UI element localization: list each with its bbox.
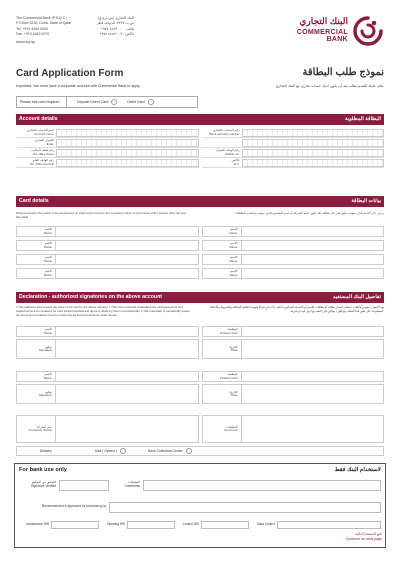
continue-en: Continue on next page <box>345 536 382 541</box>
card-name-input[interactable] <box>241 255 384 264</box>
card-name-input[interactable] <box>55 255 198 264</box>
data-control-input[interactable] <box>277 521 381 529</box>
mobile-field[interactable] <box>202 148 385 158</box>
field-caption <box>19 481 59 489</box>
signature-input[interactable] <box>55 385 198 403</box>
ext-input[interactable] <box>242 159 385 167</box>
card-type-selector <box>16 96 198 108</box>
caption-ar: رقم الحساب التجاري <box>212 128 240 133</box>
account-name-field[interactable] <box>16 128 199 138</box>
field-caption <box>17 373 55 380</box>
card-names-grid <box>16 226 384 279</box>
deposit-direct-option[interactable] <box>77 99 117 105</box>
tel-office-general-field[interactable] <box>16 158 199 168</box>
field-caption <box>17 228 55 235</box>
bank-use-title-en: For bank use only <box>19 467 67 473</box>
important-note-en: Important: You must have a corporate account with Commercial Bank to apply. <box>16 84 141 88</box>
ext-field[interactable] <box>202 158 385 168</box>
caption-ar: الاسم <box>44 255 52 260</box>
position-input[interactable] <box>241 372 384 381</box>
card-details-header <box>16 196 384 207</box>
debit-card-option[interactable] <box>127 99 153 105</box>
caption-en: Comment <box>224 428 238 432</box>
option-label: Debit Card <box>127 99 145 104</box>
card-name-field[interactable] <box>202 268 385 279</box>
caption-ar: الاسم <box>44 372 52 377</box>
caption-ar: الاسم <box>44 327 52 332</box>
debit-card-radio[interactable] <box>148 99 154 105</box>
caption-en: Name <box>43 258 52 263</box>
bank-use-only-box <box>14 463 386 548</box>
date-field[interactable] <box>202 384 385 404</box>
field-caption <box>203 391 241 398</box>
delivery-row <box>16 446 384 456</box>
form-title-ar: نموذج طلب البطاقة <box>302 67 384 78</box>
field-caption <box>202 159 242 165</box>
caption-ar: الاسم <box>44 227 52 232</box>
address-en <box>16 16 71 45</box>
acceptance-ws-label: Acceptance WS <box>26 522 49 527</box>
caption-en: Mobile no. <box>225 151 240 156</box>
logo-text-en <box>297 29 348 44</box>
recommended-input[interactable] <box>109 502 381 513</box>
field-caption <box>202 149 242 155</box>
signatory-name-field[interactable] <box>16 371 199 382</box>
caption-en: Emp. <box>46 141 54 146</box>
caption-ar: العنوان التجاري <box>34 138 54 143</box>
card-name-input[interactable] <box>241 241 384 250</box>
caption-ar: التحقق من التوقيع <box>32 480 56 485</box>
caption-en: Tel. office general <box>29 161 54 166</box>
signatory-1 <box>16 326 384 359</box>
control-ws-label: Control WS <box>182 522 199 527</box>
address-line: فاكس ٠٠٧٠ ٤٤٤٩ ٩٧٤+ <box>99 32 134 37</box>
page-header <box>16 14 384 56</box>
field-caption <box>17 391 55 398</box>
address-line: ص.ب ٣٢٣٢، الدوحة، قطر <box>96 21 134 26</box>
caption-en: Signature <box>38 393 52 397</box>
card-name-input[interactable] <box>55 227 198 236</box>
position-input[interactable] <box>241 327 384 336</box>
caption-ar: رقم الهاتف العام <box>32 158 54 163</box>
important-note-ar: هام: عليك التقدم بطلب بعد أن يكون لديك حساب تجاري مع البنك التجاري. <box>275 84 384 88</box>
declaration-text-en: I / We authorize and request the issue of the Card in the above name(s). I / We have read and understand the card agreement and related terms and conditions for card printed overleaf and agree to abide by them unconditionally. I / We undertake to periodically review the terms and conditions found on www.cbq.qa and amendments made thereto. <box>16 305 190 317</box>
caption-en: Name <box>43 375 52 380</box>
field-caption <box>16 159 56 165</box>
caption-en: Account name <box>34 131 54 136</box>
caption-ar: الوظيفة <box>227 372 238 377</box>
position-field[interactable] <box>202 326 385 337</box>
signature-input[interactable] <box>55 340 198 358</box>
address-ar <box>94 16 134 38</box>
account-fields <box>16 128 384 168</box>
caption-en: Name <box>229 258 238 263</box>
caption-ar: الاسم <box>230 241 238 246</box>
address-line: Tel: +974 4449 0000 <box>16 26 48 31</box>
caption-en: Signature Verified <box>30 484 56 488</box>
recommended-row <box>19 500 381 514</box>
caption-en: Name <box>43 330 52 335</box>
address-line: The Commercial Bank (P.S.Q.C.) <box>16 16 68 20</box>
caption-en: Name <box>43 244 52 249</box>
comment-field[interactable] <box>202 415 385 443</box>
data-control-label: Data Control <box>257 522 275 527</box>
tel-office-direct-field[interactable] <box>16 148 199 158</box>
caption-ar: الاسم <box>230 227 238 232</box>
signatory-2 <box>16 371 384 404</box>
caption-en: Comments <box>124 484 140 488</box>
date-field[interactable] <box>202 339 385 359</box>
caption-en: Name <box>43 272 52 277</box>
caption-ar: اسم الحساب التجاري <box>26 128 54 133</box>
continue-note <box>346 532 382 541</box>
card-name-input[interactable] <box>55 241 198 250</box>
section-title-ar: بيانات البطاقة <box>351 198 381 205</box>
logo-text-ar: البنك التجاري <box>299 16 348 26</box>
address-field[interactable] <box>16 138 199 148</box>
field-caption <box>16 139 56 145</box>
card-name-field[interactable] <box>202 254 385 265</box>
caption-ar: ختم الشركة <box>36 424 52 429</box>
card-name-input[interactable] <box>241 269 384 278</box>
signature-verified-input[interactable] <box>59 480 109 491</box>
company-stamp-field[interactable] <box>16 415 199 443</box>
field-caption <box>16 149 56 155</box>
card-name-field[interactable] <box>16 268 199 279</box>
field-caption <box>17 346 55 353</box>
delivery-label: Delivery <box>39 448 52 453</box>
field-caption <box>203 228 241 235</box>
card-name-input[interactable] <box>55 269 198 278</box>
card-note-en: Please mention the name to be embossed on each card. (can be the company name or the name of the person who will use the card) <box>16 211 186 220</box>
stamp-comment-row <box>16 415 384 443</box>
caption-ar: توقيع <box>45 344 52 349</box>
field-caption <box>203 426 241 433</box>
tel-office-general-input[interactable] <box>56 159 199 167</box>
option-label: Mail ( Opsect ) <box>95 448 118 453</box>
mail-radio[interactable] <box>120 448 126 454</box>
option-label: Deposit Direct Card <box>77 99 109 104</box>
caption-en: Name <box>229 230 238 235</box>
signature-field[interactable] <box>16 339 199 359</box>
caption-en: Tel. office direct <box>32 151 54 156</box>
card-name-field[interactable] <box>202 240 385 251</box>
signature-field[interactable] <box>16 384 199 404</box>
declaration-text-ar: بهذا أفوض / نفوض وأطلب / نطلب إصدار بطاقة أو بطاقات للأسم أو الأسماء المذكورة أعلاه. أنا / نحن قرأنا وفهمنا اتفاقية البطاقة والشروط والأحكام المطبوعة على ظهر هذا الطلب وأوافق / نوافق على التقيد بها دون قيد أو شرط. <box>209 305 384 313</box>
caption-en: Position held <box>219 330 238 335</box>
caption-en: Name <box>229 244 238 249</box>
caption-ar: التعليقات <box>225 424 238 429</box>
workstation-row <box>19 520 381 530</box>
acceptance-ws-input[interactable] <box>51 521 99 529</box>
address-input[interactable] <box>56 139 199 147</box>
tel-office-direct-input[interactable] <box>56 149 199 157</box>
bank-use-title-ar: لاستخدام البنك فقط <box>334 467 381 473</box>
card-note-ar: يرجى ذكر الاسم الذي سوف يطبع على كل بطاقة (قد يكون اسم الشركة أو اسم الشخص الذي سوف يستخدم البطاقة) <box>235 211 384 215</box>
address-input-2[interactable] <box>242 139 385 147</box>
signatory-name-input[interactable] <box>55 327 198 336</box>
caption-ar: التاريخ <box>229 389 238 394</box>
card-name-field[interactable] <box>202 226 385 237</box>
caption-en: Bank account number <box>209 131 240 136</box>
section-title-ar: البطاقة المطلوبة <box>344 116 381 123</box>
field-caption <box>17 256 55 263</box>
address-line: هاتف ٠٠٠٠ ٤٤٤٩ ٩٧٤+ <box>100 26 134 31</box>
caption-en: Company Stamp <box>28 428 52 432</box>
caption-ar: الاسم <box>44 241 52 246</box>
caption-ar: التعليقات <box>128 480 140 485</box>
field-caption <box>203 242 241 249</box>
comment-input[interactable] <box>241 416 384 442</box>
collection-option[interactable] <box>148 448 192 454</box>
logo-word: COMMERCIAL <box>296 29 348 36</box>
bank-account-number-field[interactable] <box>202 128 385 138</box>
address-line: P.O.Box 3232, Doha, State of Qatar <box>16 21 72 26</box>
field-caption <box>203 346 241 353</box>
field-caption <box>203 328 241 335</box>
address-line: Fax: +974 4449 0070 <box>16 32 50 37</box>
card-name-field[interactable] <box>16 240 199 251</box>
caption-en: Name <box>43 230 52 235</box>
bank-logo-mark-icon <box>352 15 384 47</box>
caption-ar: رقم هاتف المكتب <box>31 148 54 153</box>
date-input[interactable] <box>241 385 384 403</box>
signatory-name-input[interactable] <box>55 372 198 381</box>
section-title-en: Declaration - authorized signatories on the above account <box>19 294 162 301</box>
account-details-header <box>16 114 384 125</box>
card-note <box>16 211 384 219</box>
bank-account-number-input[interactable] <box>242 129 385 137</box>
card-name-field[interactable] <box>16 226 199 237</box>
company-stamp-area[interactable] <box>55 416 198 442</box>
mail-option[interactable] <box>95 448 126 454</box>
field-caption <box>17 270 55 277</box>
caption-en: Ext. <box>234 161 240 166</box>
commercial-bank-logo <box>274 14 384 54</box>
caption-ar: التاريخ <box>229 344 238 349</box>
signatory-name-field[interactable] <box>16 326 199 337</box>
caption-ar: الاسم <box>44 269 52 274</box>
caption-ar: الاسم <box>230 269 238 274</box>
option-label: Bank Collection Center <box>148 448 183 453</box>
bank-comments-input[interactable] <box>143 480 381 491</box>
opening-ws-label: Opening WS <box>106 522 125 527</box>
field-caption <box>203 373 241 380</box>
caption-ar: الاسم <box>230 255 238 260</box>
opening-ws-input[interactable] <box>127 521 175 529</box>
caption-ar: رقم الهاتف الجوال <box>216 148 240 153</box>
caption-en: Date <box>230 348 238 352</box>
collection-radio[interactable] <box>186 448 192 454</box>
caption-en: Signature <box>38 348 52 352</box>
deposit-direct-radio[interactable] <box>111 99 117 105</box>
logo-word: BANK <box>326 36 348 44</box>
account-name-input[interactable] <box>56 129 199 137</box>
card-name-input[interactable] <box>241 227 384 236</box>
recommended-label: Recommended & approved for processing by <box>42 504 106 509</box>
date-input[interactable] <box>241 340 384 358</box>
field-caption <box>109 481 143 489</box>
card-type-label: Please tick card required <box>17 97 67 107</box>
declaration-header <box>16 292 384 303</box>
caption-ar: توقيع <box>45 389 52 394</box>
position-field[interactable] <box>202 371 385 382</box>
caption-en: Date <box>230 393 238 397</box>
field-caption <box>203 256 241 263</box>
control-ws-input[interactable] <box>201 521 249 529</box>
continue-ar: تابع الصفحة التالية <box>355 532 382 536</box>
field-caption <box>17 328 55 335</box>
field-caption <box>202 129 242 135</box>
signature-verified-row <box>19 478 381 492</box>
section-title-en: Account details <box>19 116 58 123</box>
website-link[interactable]: www.cbq.qa <box>16 39 35 44</box>
address-field-2[interactable] <box>202 138 385 148</box>
caption-ar: الوظيفة <box>227 327 238 332</box>
field-caption <box>17 426 55 433</box>
address-line: البنك التجاري (ش.م.ع.ق) <box>97 16 134 20</box>
declaration-text <box>16 306 384 318</box>
caption-ar: فاكس <box>231 158 240 163</box>
section-title-en: Card details <box>19 198 49 205</box>
form-title-en: Card Application Form <box>16 68 124 79</box>
section-title-ar: تفاصيل البنك المستفيد <box>332 294 381 301</box>
field-caption <box>16 129 56 135</box>
mobile-input[interactable] <box>242 149 385 157</box>
field-caption <box>17 242 55 249</box>
field-caption <box>203 270 241 277</box>
caption-en: Position held <box>219 375 238 380</box>
caption-en: Name <box>229 272 238 277</box>
card-name-field[interactable] <box>16 254 199 265</box>
